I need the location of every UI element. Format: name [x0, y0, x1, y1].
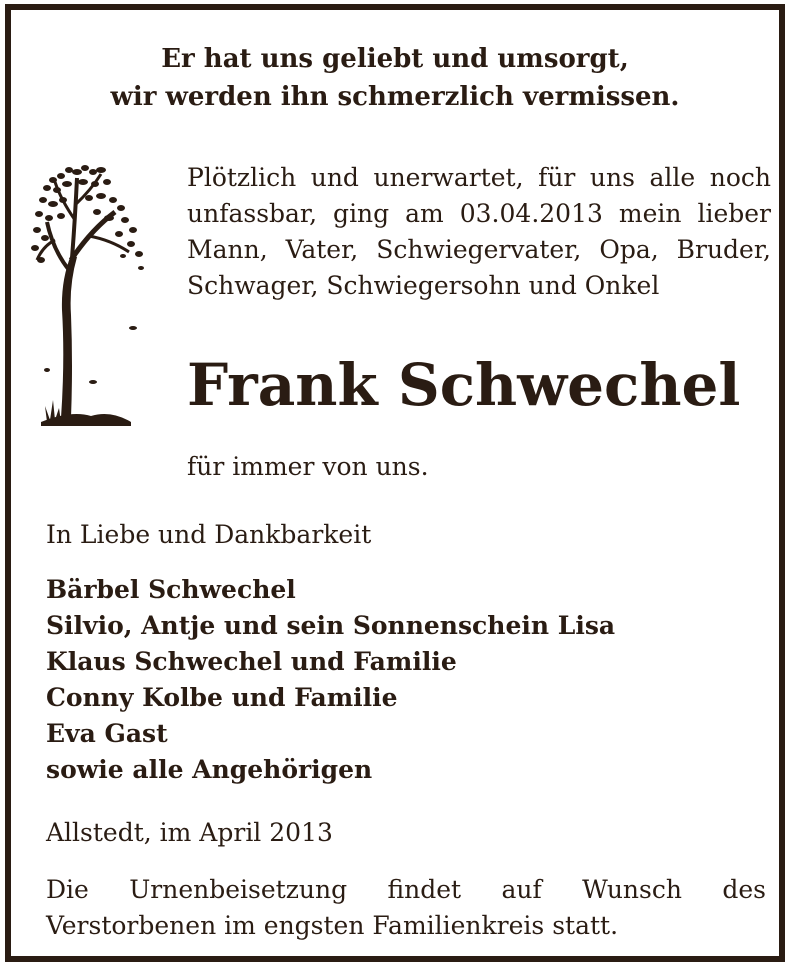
burial-note: Die Urnenbeisetzung findet auf Wunsch des Verstorbenen im engsten Familienkreis statt.: [46, 875, 766, 940]
place-date: Allstedt, im April 2013: [46, 818, 333, 847]
mourner-item: sowie alle Angehörigen: [46, 755, 373, 784]
mourners-list: [46, 572, 615, 788]
obituary-notice: [5, 4, 785, 962]
deceased-name: Frank Schwechel: [187, 351, 741, 419]
motto-line-1: Er hat uns geliebt und umsorgt,: [161, 44, 629, 74]
motto: [11, 40, 779, 116]
tree-icon: [31, 160, 151, 430]
mourner-item: Bärbel Schwechel: [46, 575, 296, 604]
closing-phrase: für immer von uns.: [187, 452, 429, 481]
mourner-item: Silvio, Antje und sein Sonnenschein Lisa: [46, 611, 616, 640]
dedication: In Liebe und Dankbarkeit: [46, 520, 372, 549]
mourner-item: Klaus Schwechel und Familie: [46, 647, 457, 676]
mourner-item: Eva Gast: [46, 719, 168, 748]
intro-text: Plötzlich und unerwartet, für uns alle noch unfassbar, ging am 03.04.2013 mein lieber Mann, Vater, Schwiegervater, Opa, Bruder, Schwager, Schwiegersohn und Onkel: [187, 163, 771, 300]
mourner-item: Conny Kolbe und Familie: [46, 683, 398, 712]
motto-line-2: wir werden ihn schmerzlich vermissen.: [110, 82, 680, 112]
